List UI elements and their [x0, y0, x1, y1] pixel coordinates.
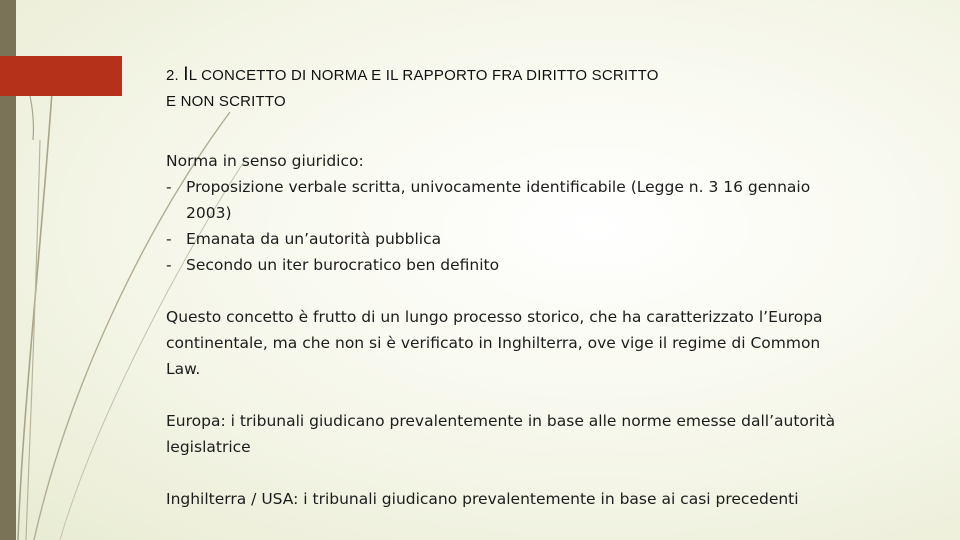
paragraph: Europa: i tribunali giudicano prevalentemente in base alle norme emesse dall’autorità legislatrice [166, 412, 836, 456]
section-heading: Norma in senso giuridico: [166, 152, 364, 170]
list-dash: - [166, 256, 172, 274]
title-line-1 [166, 60, 866, 91]
list-dash: - [166, 230, 172, 248]
title-line1-text: L CONCETTO DI NORMA E IL RAPPORTO FRA DIRITTO SCRITTO [188, 67, 659, 84]
title-number: 2. [166, 67, 179, 84]
paragraph: Inghilterra / USA: i tribunali giudicano prevalentemente in base ai casi precedenti [166, 490, 799, 508]
slide-body [166, 148, 846, 512]
list-item-text: Emanata da un’autorità pubblica [186, 230, 442, 248]
slide-title [166, 60, 866, 110]
list-item [166, 174, 846, 226]
list-item-text: Proposizione verbale scritta, univocamente identificabile (Legge n. 3 16 gennaio 2003) [186, 178, 811, 222]
list-dash: - [166, 178, 172, 196]
spacer [166, 278, 846, 304]
list-item-text: Secondo un iter burocratico ben definito [186, 256, 500, 274]
spacer [166, 382, 846, 408]
list-item [166, 226, 846, 252]
paragraph: Questo concetto è frutto di un lungo processo storico, che ha caratterizzato l’Europa continentale, ma che non si è verificato in Inghilterra, ove vige il regime di Common Law. [166, 308, 823, 378]
title-accent-tab [0, 56, 122, 96]
title-first-letter: I [183, 64, 189, 85]
title-line-2: E NON SCRITTO [166, 93, 286, 110]
list-item [166, 252, 846, 278]
spacer [166, 460, 846, 486]
